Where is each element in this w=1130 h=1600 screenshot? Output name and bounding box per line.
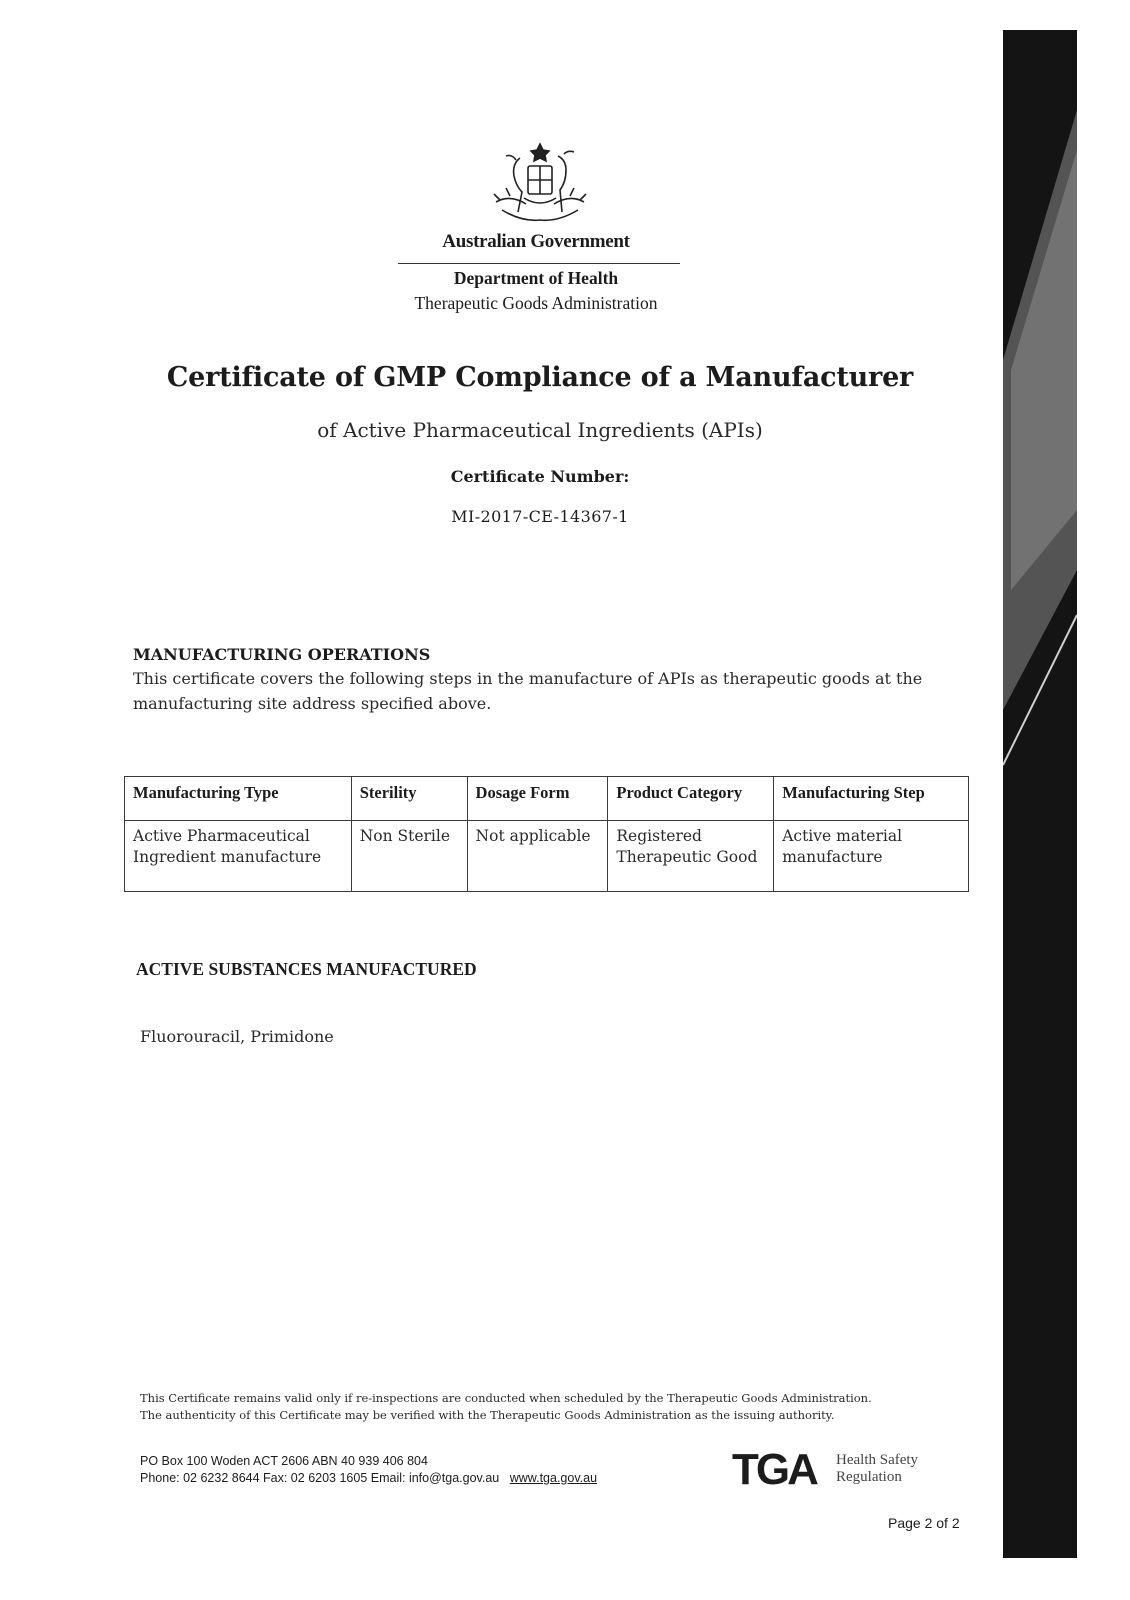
column-header: Manufacturing Step xyxy=(774,777,969,821)
operations-table xyxy=(124,776,969,892)
validity-line: This Certificate remains valid only if re-inspections are conducted when scheduled by the Therapeutic Goods Administration. xyxy=(140,1391,872,1405)
table-cell: Active material manufacture xyxy=(774,821,969,892)
certificate-number: MI-2017-CE-14367-1 xyxy=(451,507,629,526)
page-number: Page 2 of 2 xyxy=(888,1515,960,1531)
coat-of-arms-icon xyxy=(486,140,594,228)
tga-logo: TGA xyxy=(732,1445,816,1494)
column-header: Dosage Form xyxy=(467,777,608,821)
contact-details xyxy=(140,1453,700,1487)
column-header: Manufacturing Type xyxy=(125,777,352,821)
authenticity-line: The authenticity of this Certificate may be verified with the Therapeutic Goods Administration as the issuing authority. xyxy=(140,1408,835,1422)
scan-edge-stripe xyxy=(1003,30,1077,1558)
department-name: Department of Health xyxy=(453,268,619,288)
validity-notice xyxy=(140,1390,940,1424)
phone-email: Phone: 02 6232 8644 Fax: 02 6203 1605 Email: info@tga.gov.au xyxy=(140,1471,500,1485)
table-cell: Not applicable xyxy=(467,821,608,892)
operations-heading: MANUFACTURING OPERATIONS xyxy=(133,645,431,664)
certificate-number-label: Certificate Number: xyxy=(450,467,630,486)
substances-heading: ACTIVE SUBSTANCES MANUFACTURED xyxy=(136,959,477,979)
website-link[interactable]: www.tga.gov.au xyxy=(509,1471,598,1485)
operations-description: This certificate covers the following steps in the manufacture of APIs as therapeutic goods at the manufacturing site address specified above. xyxy=(133,669,923,713)
tagline-line: Health Safety xyxy=(836,1452,919,1468)
certificate-title: Certificate of GMP Compliance of a Manufacturer xyxy=(166,362,914,393)
table-cell: Registered Therapeutic Good xyxy=(608,821,774,892)
postal-address: PO Box 100 Woden ACT 2606 ABN 40 939 406 804 xyxy=(140,1454,428,1468)
government-name: Australian Government xyxy=(442,231,630,252)
header-divider xyxy=(398,263,680,264)
table-row xyxy=(125,821,969,892)
table-header-row xyxy=(125,777,969,821)
tga-tagline xyxy=(836,1452,918,1486)
agency-name: Therapeutic Goods Administration xyxy=(414,293,658,313)
column-header: Sterility xyxy=(351,777,467,821)
certificate-subtitle: of Active Pharmaceutical Ingredients (APIs) xyxy=(317,418,763,442)
substances-list: Fluorouracil, Primidone xyxy=(140,1027,334,1046)
table-cell: Non Sterile xyxy=(351,821,467,892)
column-header: Product Category xyxy=(608,777,774,821)
tagline-line: Regulation xyxy=(836,1469,902,1485)
table-cell: Active Pharmaceutical Ingredient manufacture xyxy=(125,821,352,892)
